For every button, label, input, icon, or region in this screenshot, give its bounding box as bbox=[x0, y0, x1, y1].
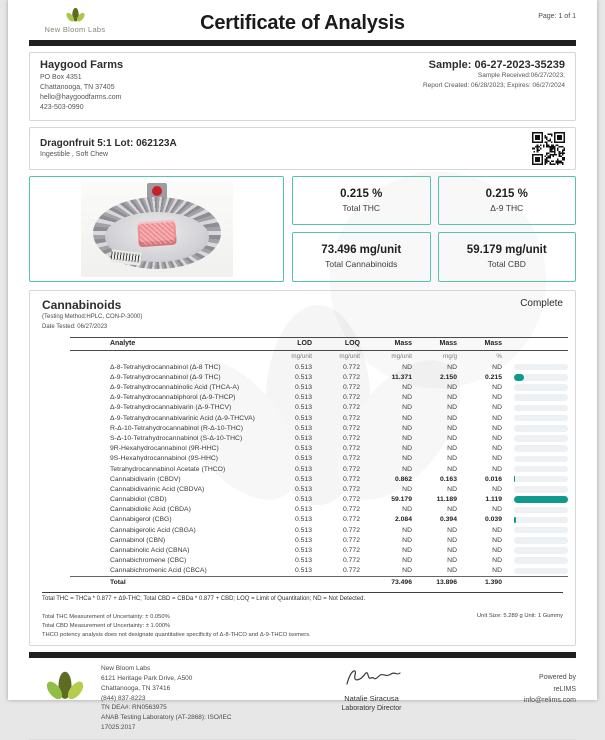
loq-value: 0.772 bbox=[342, 445, 360, 453]
table-row bbox=[70, 525, 568, 535]
signature-scribble-icon bbox=[341, 666, 403, 688]
loq-value: 0.772 bbox=[342, 567, 360, 575]
product-type: Ingestible , Soft Chew bbox=[40, 151, 109, 159]
bloom-logo-icon bbox=[44, 670, 86, 704]
bar-fill bbox=[514, 517, 516, 524]
bar-cell bbox=[504, 566, 568, 577]
mass-g-value: ND bbox=[447, 363, 457, 371]
lod-value: 0.513 bbox=[294, 404, 312, 412]
bar-track bbox=[514, 568, 568, 575]
mass-g-value: ND bbox=[447, 424, 457, 432]
col-loq: LOQ bbox=[314, 337, 362, 350]
uncertainty-line: Total CBD Measurement of Uncertainty: ± 1.000% bbox=[42, 623, 171, 630]
col-mass-pct: Mass bbox=[459, 337, 504, 350]
table-row bbox=[70, 556, 568, 566]
bar-track bbox=[514, 364, 568, 371]
analyte-name: Cannabidivarin (CBDV) bbox=[110, 475, 181, 483]
table-row bbox=[70, 403, 568, 413]
lod-value: 0.513 bbox=[294, 424, 312, 432]
lod-value: 0.513 bbox=[294, 434, 312, 442]
lab-accreditation: ANAB Testing Laboratory (AT-2868): ISO/IEC bbox=[101, 714, 232, 722]
bar-fill bbox=[514, 374, 524, 381]
mass-unit-value: ND bbox=[402, 363, 412, 371]
results-overview bbox=[29, 176, 576, 282]
mass-g-value: ND bbox=[447, 414, 457, 422]
uncertainty-block bbox=[42, 613, 563, 640]
unit-mass-g: mg/g bbox=[443, 352, 457, 360]
lod-value: 0.513 bbox=[294, 455, 312, 463]
loq-value: 0.772 bbox=[342, 475, 360, 483]
bar-cell bbox=[504, 454, 568, 464]
bar-track bbox=[514, 415, 568, 422]
lod-value: 0.513 bbox=[294, 363, 312, 371]
table-row bbox=[70, 566, 568, 577]
analyte-name: 9R-Hexahydrocannabinol (9R-HHC) bbox=[110, 445, 219, 453]
bar-track bbox=[514, 405, 568, 412]
mass-unit-value: ND bbox=[402, 434, 412, 442]
mass-unit-value: 11.371 bbox=[391, 373, 412, 381]
bar-track bbox=[514, 486, 568, 493]
unit-mass-pct: % bbox=[496, 352, 502, 360]
lod-value: 0.513 bbox=[294, 465, 312, 473]
product-info bbox=[40, 138, 177, 158]
mass-unit-value: ND bbox=[402, 506, 412, 514]
mass-pct-value: ND bbox=[492, 394, 502, 402]
table-row bbox=[70, 495, 568, 505]
mass-g-value: ND bbox=[447, 394, 457, 402]
product-name-lot: Dragonfruit 5:1 Lot: 062123A bbox=[40, 138, 177, 150]
photo-red-sticker bbox=[152, 186, 162, 196]
document-title: Certificate of Analysis bbox=[200, 12, 405, 34]
product-photo bbox=[81, 181, 233, 277]
analyte-name: 9S-Hexahydrocannabinol (9S-HHC) bbox=[110, 455, 219, 463]
summary-box-total-cannabinoids bbox=[292, 232, 431, 282]
bar-track bbox=[514, 374, 568, 381]
bar-cell bbox=[504, 495, 568, 505]
table-row bbox=[70, 372, 568, 382]
analyte-name: Δ-9-Tetrahydrocannabinol (Δ-9 THC) bbox=[110, 373, 221, 381]
sample-info bbox=[423, 59, 565, 92]
loq-value: 0.772 bbox=[342, 384, 360, 392]
analyte-name: Cannabidiol (CBD) bbox=[110, 496, 167, 504]
mass-pct-value: 1.119 bbox=[485, 496, 502, 504]
analyte-name: Δ-9-Tetrahydrocannabinolic Acid (THCA-A) bbox=[110, 384, 240, 392]
powered-by-block bbox=[464, 662, 576, 706]
mass-unit-value: ND bbox=[402, 414, 412, 422]
powered-by-product: reLIMS bbox=[553, 685, 576, 693]
mass-pct-value: ND bbox=[492, 536, 502, 544]
bar-track bbox=[514, 445, 568, 452]
uncertainty-line: Total THC Measurement of Uncertainty: ± 0.050% bbox=[42, 614, 170, 621]
summary-value: 0.215 % bbox=[485, 187, 528, 200]
lot-panel bbox=[29, 127, 576, 170]
lod-value: 0.513 bbox=[294, 384, 312, 392]
table-row bbox=[70, 413, 568, 423]
lod-value: 0.513 bbox=[294, 475, 312, 483]
table-row bbox=[70, 393, 568, 403]
analyte-name: Δ-9-Tetrahydrocannabivarinic Acid (Δ-9-THCVA) bbox=[110, 414, 255, 422]
loq-value: 0.772 bbox=[342, 363, 360, 371]
bar-fill bbox=[514, 496, 568, 503]
loq-value: 0.772 bbox=[342, 424, 360, 432]
bar-cell bbox=[504, 545, 568, 555]
mass-pct-value: ND bbox=[492, 445, 502, 453]
bar-fill bbox=[514, 476, 515, 483]
mass-pct-value: ND bbox=[492, 506, 502, 514]
analyte-name: Cannabichromene (CBC) bbox=[110, 557, 187, 565]
client-info bbox=[40, 59, 123, 114]
report-footer bbox=[29, 662, 576, 732]
mass-pct-value: ND bbox=[492, 363, 502, 371]
bar-track bbox=[514, 557, 568, 564]
analyte-table bbox=[70, 337, 568, 589]
mass-pct-value: ND bbox=[492, 455, 502, 463]
table-row bbox=[70, 454, 568, 464]
col-bar bbox=[504, 337, 568, 350]
bar-track bbox=[514, 466, 568, 473]
bar-cell bbox=[504, 403, 568, 413]
lod-value: 0.513 bbox=[294, 414, 312, 422]
mass-pct-value: ND bbox=[492, 465, 502, 473]
bar-track bbox=[514, 425, 568, 432]
mass-pct-value: ND bbox=[492, 526, 502, 534]
mass-unit-value: ND bbox=[402, 455, 412, 463]
table-row bbox=[70, 474, 568, 484]
lab-address-block bbox=[101, 662, 279, 732]
loq-value: 0.772 bbox=[342, 516, 360, 524]
mass-unit-value: ND bbox=[402, 465, 412, 473]
summary-value: 59.179 mg/unit bbox=[466, 244, 547, 257]
col-lod: LOD bbox=[266, 337, 314, 350]
summary-label: Total THC bbox=[342, 202, 381, 213]
bar-cell bbox=[504, 464, 568, 474]
col-mass-g: Mass bbox=[414, 337, 459, 350]
table-row bbox=[70, 484, 568, 494]
loq-value: 0.772 bbox=[342, 455, 360, 463]
bar-track bbox=[514, 476, 568, 483]
top-divider-bar bbox=[29, 40, 576, 46]
mass-unit-value: ND bbox=[402, 557, 412, 565]
bar-cell bbox=[504, 362, 568, 372]
loq-value: 0.772 bbox=[342, 536, 360, 544]
bar-track bbox=[514, 496, 568, 503]
lod-value: 0.513 bbox=[294, 526, 312, 534]
bar-track bbox=[514, 547, 568, 554]
lab-phone: (844) 837-8223 bbox=[101, 694, 146, 702]
mass-unit-value: ND bbox=[402, 394, 412, 402]
bar-track bbox=[514, 517, 568, 524]
analyte-name: Cannabigerolic Acid (CBGA) bbox=[110, 526, 196, 534]
lab-name: New Bloom Labs bbox=[101, 665, 151, 673]
mass-unit-value: ND bbox=[402, 404, 412, 412]
summary-box-d9-thc bbox=[438, 176, 577, 226]
bar-cell bbox=[504, 556, 568, 566]
mass-g-value: ND bbox=[447, 506, 457, 514]
table-row bbox=[70, 382, 568, 392]
analyte-name: S-Δ-10-Tetrahydrocannabinol (S-Δ-10-THC) bbox=[110, 434, 243, 442]
mass-unit-value: ND bbox=[402, 547, 412, 555]
mass-pct-value: ND bbox=[492, 485, 502, 493]
client-address-line: Chattanooga, TN 37405 bbox=[40, 84, 115, 92]
analyte-name: R-Δ-10-Tetrahydrocannabinol (R-Δ-10-THC) bbox=[110, 424, 243, 432]
uncertainty-line: THCO potency analysis does not designate quantitative specificity of Δ-8-THCO and Δ-9-THCO isomers. bbox=[42, 632, 311, 639]
summary-box-total-thc bbox=[292, 176, 431, 226]
table-bottom-rule bbox=[42, 592, 563, 593]
mass-g-value: 2.150 bbox=[439, 373, 457, 381]
footer-hairline bbox=[29, 739, 576, 740]
signature-name: Natalie Siracusa bbox=[344, 694, 399, 704]
mass-unit-value: 2.084 bbox=[394, 516, 412, 524]
lod-value: 0.513 bbox=[294, 445, 312, 453]
units-row bbox=[70, 350, 568, 362]
client-email: hello@haygoodfarms.com bbox=[40, 94, 122, 102]
bar-track bbox=[514, 527, 568, 534]
lod-value: 0.513 bbox=[294, 506, 312, 514]
mass-pct-value: 0.039 bbox=[484, 516, 502, 524]
summary-grid bbox=[292, 176, 576, 282]
bar-cell bbox=[504, 433, 568, 443]
mass-unit-value: ND bbox=[402, 485, 412, 493]
page-number: Page: 1 of 1 bbox=[538, 13, 576, 20]
analyte-name: Cannabigerol (CBG) bbox=[110, 516, 172, 524]
table-row bbox=[70, 433, 568, 443]
unit-size-info: Unit Size: 5.289 g Unit: 1 Gummy bbox=[476, 613, 563, 620]
bar-track bbox=[514, 384, 568, 391]
analyte-name: Cannabidiolic Acid (CBDA) bbox=[110, 506, 191, 514]
loq-value: 0.772 bbox=[342, 506, 360, 514]
lod-value: 0.513 bbox=[294, 547, 312, 555]
date-tested: Date Tested: 06/27/2023 bbox=[42, 323, 108, 330]
total-row bbox=[70, 577, 568, 589]
lod-value: 0.513 bbox=[294, 536, 312, 544]
calculation-footnote: Total THC = THCa * 0.877 + Δ9-THC; Total CBD = CBDa * 0.877 + CBD; LOQ = Limit of Quantitation; ND = Not Detected. bbox=[42, 596, 366, 603]
brand-name: New Bloom Labs bbox=[44, 25, 106, 34]
report-created: Report Created: 06/28/2023; Expires: 06/27/2024 bbox=[422, 82, 565, 90]
mass-pct-value: ND bbox=[492, 547, 502, 555]
loq-value: 0.772 bbox=[342, 547, 360, 555]
lod-value: 0.513 bbox=[294, 567, 312, 575]
photo-barcode-label bbox=[110, 249, 141, 266]
section-title: Cannabinoids bbox=[42, 297, 122, 312]
powered-by-email: info@relims.com bbox=[523, 696, 576, 704]
bar-cell bbox=[504, 423, 568, 433]
bar-cell bbox=[504, 372, 568, 382]
loq-value: 0.772 bbox=[342, 485, 360, 493]
mass-g-value: 0.394 bbox=[439, 516, 457, 524]
loq-value: 0.772 bbox=[342, 496, 360, 504]
bar-track bbox=[514, 435, 568, 442]
mass-g-value: 11.189 bbox=[436, 496, 457, 504]
bar-cell bbox=[504, 382, 568, 392]
total-label: Total bbox=[70, 577, 266, 589]
loq-value: 0.772 bbox=[342, 526, 360, 534]
bar-cell bbox=[504, 484, 568, 494]
lab-dea-number: TN DEA#: RN0563975 bbox=[101, 704, 167, 712]
mass-unit-value: ND bbox=[402, 424, 412, 432]
mass-unit-value: 0.862 bbox=[394, 475, 412, 483]
table-row bbox=[70, 545, 568, 555]
col-analyte: Analyte bbox=[70, 337, 266, 350]
bar-track bbox=[514, 456, 568, 463]
unit-loq: mg/unit bbox=[339, 352, 360, 360]
mass-pct-value: ND bbox=[492, 557, 502, 565]
bar-track bbox=[514, 507, 568, 514]
summary-label: Δ-9 THC bbox=[490, 202, 524, 213]
lod-value: 0.513 bbox=[294, 373, 312, 381]
mass-pct-value: 0.016 bbox=[484, 475, 502, 483]
total-mass-pct: 1.390 bbox=[459, 577, 504, 589]
analyte-name: Cannabidivarinic Acid (CBDVA) bbox=[110, 485, 205, 493]
bar-cell bbox=[504, 505, 568, 515]
analyte-name: Cannabinol (CBN) bbox=[110, 536, 166, 544]
lod-value: 0.513 bbox=[294, 394, 312, 402]
lab-brand bbox=[29, 6, 121, 34]
mass-unit-value: ND bbox=[402, 384, 412, 392]
analyte-name: Tetrahydrocannabinol Acetate (THCO) bbox=[110, 465, 226, 473]
loq-value: 0.772 bbox=[342, 404, 360, 412]
analyte-name: Δ-8-Tetrahydrocannabinol (Δ-8 THC) bbox=[110, 363, 221, 371]
mass-g-value: ND bbox=[447, 445, 457, 453]
section-header bbox=[42, 298, 563, 312]
sample-received: Sample Received:06/27/2023; bbox=[477, 72, 565, 79]
mass-pct-value: ND bbox=[492, 434, 502, 442]
mass-pct-value: ND bbox=[492, 414, 502, 422]
total-mass-g: 13.896 bbox=[414, 577, 459, 589]
table-header bbox=[70, 337, 568, 350]
loq-value: 0.772 bbox=[342, 465, 360, 473]
section-status: Complete bbox=[520, 297, 563, 309]
loq-value: 0.772 bbox=[342, 414, 360, 422]
mass-g-value: ND bbox=[447, 404, 457, 412]
bar-cell bbox=[504, 525, 568, 535]
mass-unit-value: 59.179 bbox=[391, 496, 412, 504]
loq-value: 0.772 bbox=[342, 373, 360, 381]
mass-g-value: ND bbox=[447, 485, 457, 493]
summary-label: Total Cannabinoids bbox=[325, 259, 398, 270]
analyte-name: Δ-9-Tetrahydrocannabiphorol (Δ-9-THCP) bbox=[110, 394, 236, 402]
analyte-name: Cannabinolic Acid (CBNA) bbox=[110, 547, 190, 555]
loq-value: 0.772 bbox=[342, 394, 360, 402]
bar-cell bbox=[504, 413, 568, 423]
table-row bbox=[70, 423, 568, 433]
bar-cell bbox=[504, 444, 568, 454]
photo-gummy bbox=[137, 219, 177, 247]
bar-cell bbox=[504, 393, 568, 403]
mass-g-value: ND bbox=[447, 567, 457, 575]
report-header bbox=[8, 0, 597, 37]
mass-pct-value: 0.215 bbox=[484, 373, 502, 381]
table-row bbox=[70, 362, 568, 372]
mass-pct-value: ND bbox=[492, 567, 502, 575]
mass-unit-value: ND bbox=[402, 445, 412, 453]
mass-g-value: ND bbox=[447, 526, 457, 534]
mass-unit-value: ND bbox=[402, 536, 412, 544]
loq-value: 0.772 bbox=[342, 434, 360, 442]
loq-value: 0.772 bbox=[342, 557, 360, 565]
signature-title: Laboratory Director bbox=[341, 705, 402, 713]
testing-method: (Testing Method:HPLC, CON-P-3000) bbox=[42, 313, 143, 320]
qr-code-icon bbox=[532, 132, 565, 165]
cannabinoids-panel bbox=[29, 290, 576, 647]
bar-cell bbox=[504, 515, 568, 525]
mass-g-value: ND bbox=[447, 434, 457, 442]
signature-block bbox=[279, 662, 464, 712]
powered-by-label: Powered by bbox=[539, 674, 576, 682]
mass-pct-value: ND bbox=[492, 404, 502, 412]
lod-value: 0.513 bbox=[294, 516, 312, 524]
table-row bbox=[70, 515, 568, 525]
client-sample-panel bbox=[29, 52, 576, 121]
coa-document-page bbox=[8, 0, 597, 731]
analyte-name: Cannabichromenic Acid (CBCA) bbox=[110, 567, 207, 575]
sample-id: Sample: 06-27-2023-35239 bbox=[428, 59, 565, 71]
mass-g-value: ND bbox=[447, 547, 457, 555]
mass-g-value: ND bbox=[447, 465, 457, 473]
summary-value: 73.496 mg/unit bbox=[321, 244, 402, 257]
bottom-divider-bar bbox=[29, 652, 576, 658]
unit-mass-unit: mg/unit bbox=[391, 352, 412, 360]
bar-track bbox=[514, 394, 568, 401]
mass-g-value: ND bbox=[447, 557, 457, 565]
table-row bbox=[70, 535, 568, 545]
analyte-name: Δ-9-Tetrahydrocannabivarin (Δ-9-THCV) bbox=[110, 404, 232, 412]
table-row bbox=[70, 444, 568, 454]
lab-address-line: Chattanooga, TN 37416 bbox=[101, 684, 171, 692]
total-mass-unit: 73.496 bbox=[362, 577, 414, 589]
mass-g-value: ND bbox=[447, 384, 457, 392]
product-photo-frame bbox=[29, 176, 284, 282]
footer-logo bbox=[29, 662, 101, 704]
bar-track bbox=[514, 537, 568, 544]
mass-unit-value: ND bbox=[402, 567, 412, 575]
bar-cell bbox=[504, 535, 568, 545]
mass-g-value: 0.163 bbox=[439, 475, 457, 483]
bloom-logo-icon bbox=[65, 7, 86, 24]
mass-pct-value: ND bbox=[492, 384, 502, 392]
summary-label: Total CBD bbox=[487, 259, 526, 270]
summary-box-total-cbd bbox=[438, 232, 577, 282]
unit-lod: mg/unit bbox=[291, 352, 312, 360]
lab-accreditation: 17025:2017 bbox=[101, 723, 136, 731]
lod-value: 0.513 bbox=[294, 557, 312, 565]
client-address-line: PO Box 4351 bbox=[40, 74, 82, 81]
mass-g-value: ND bbox=[447, 536, 457, 544]
client-name: Haygood Farms bbox=[40, 59, 124, 71]
table-footer bbox=[70, 577, 568, 589]
lab-address-line: 6121 Heritage Park Drive, A500 bbox=[101, 675, 193, 683]
table-row bbox=[70, 505, 568, 515]
lod-value: 0.513 bbox=[294, 485, 312, 493]
analyte-tbody bbox=[70, 350, 568, 576]
col-mass-unit: Mass bbox=[362, 337, 414, 350]
client-phone: 423-503-0990 bbox=[40, 104, 84, 112]
mass-pct-value: ND bbox=[492, 424, 502, 432]
mass-g-value: ND bbox=[447, 455, 457, 463]
bar-cell bbox=[504, 474, 568, 484]
mass-unit-value: ND bbox=[402, 526, 412, 534]
lod-value: 0.513 bbox=[294, 496, 312, 504]
table-row bbox=[70, 464, 568, 474]
summary-value: 0.215 % bbox=[340, 187, 383, 200]
